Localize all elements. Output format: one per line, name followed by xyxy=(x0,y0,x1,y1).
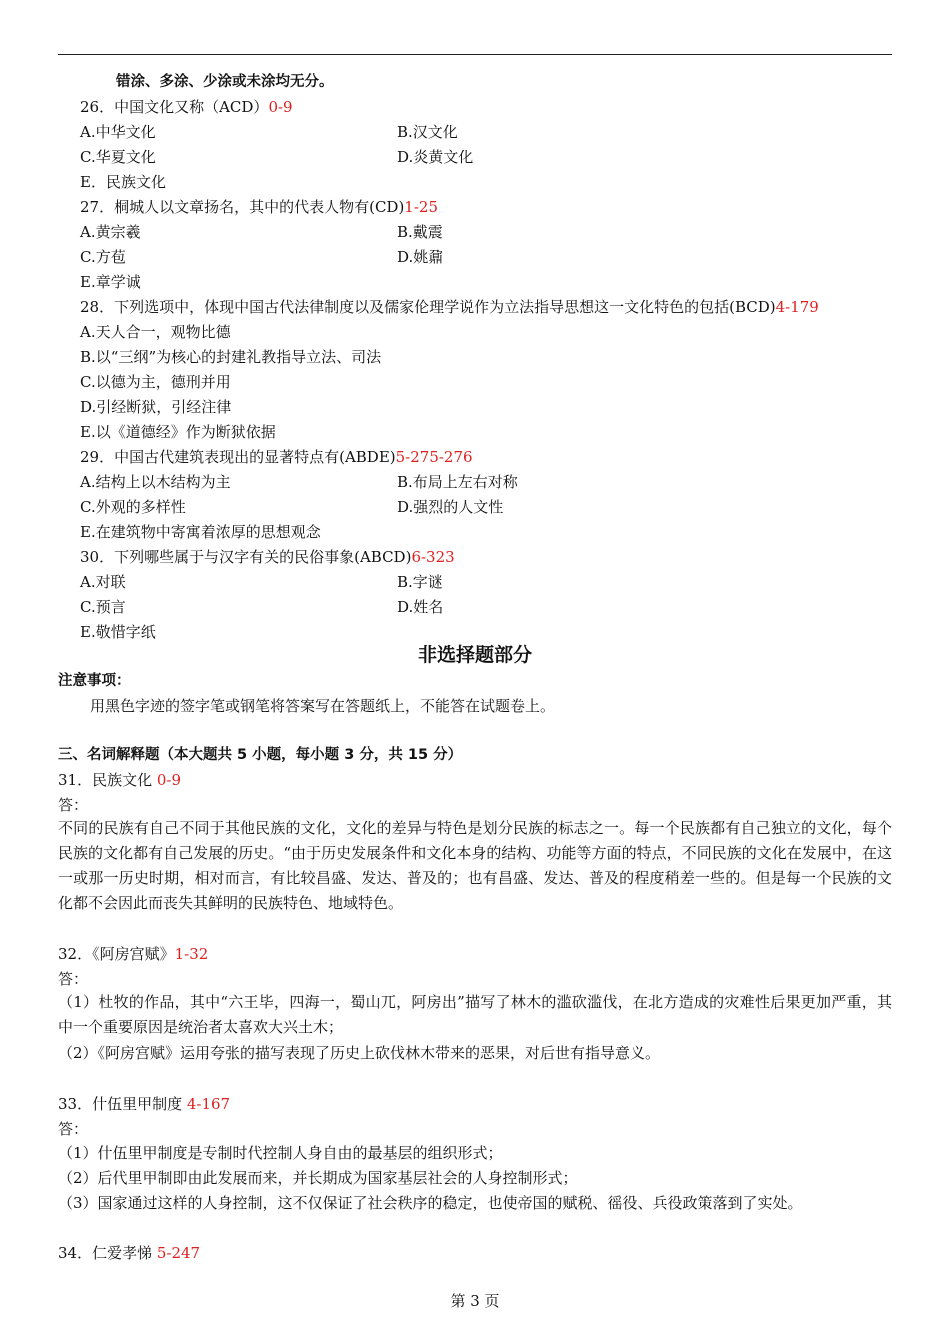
option-d: D.炎黄文化 xyxy=(397,148,474,166)
question-32: 32．《阿房宫赋》1-32 xyxy=(58,945,209,963)
header-rule xyxy=(58,54,892,55)
question-33: 33．什伍里甲制度 4-167 xyxy=(58,1095,231,1113)
option-b: B.以“三纲”为核心的封建礼教指导立法、司法 xyxy=(80,348,382,366)
page-ref: 1-25 xyxy=(404,198,438,216)
answer-label: 答： xyxy=(58,1120,89,1138)
page-ref: 5-275-276 xyxy=(395,448,473,466)
option-a: A.对联 xyxy=(80,573,126,591)
option-b: B.汉文化 xyxy=(397,123,458,141)
answer-label: 答： xyxy=(58,970,89,988)
question-27: 27．桐城人以文章扬名，其中的代表人物有(CD)1-25 xyxy=(80,198,438,216)
option-c: C.方苞 xyxy=(80,248,126,266)
question-34: 34．仁爱孝悌 5-247 xyxy=(58,1244,201,1262)
answer-32-2: （2）《阿房宫赋》运用夸张的描写表现了历史上砍伐林木带来的恶果，对后世有指导意义。 xyxy=(58,1044,661,1062)
option-b: B.字谜 xyxy=(397,573,443,591)
question-26: 26．中国文化又称（ACD）0-9 xyxy=(80,98,293,116)
option-e: E.章学诚 xyxy=(80,273,141,291)
option-e: E．民族文化 xyxy=(80,173,166,191)
answer-33-3: （3）国家通过这样的人身控制，这不仅保证了社会秩序的稳定，也使帝国的赋税、徭役、兵役政策落到了实处。 xyxy=(58,1194,803,1212)
option-d: D.强烈的人文性 xyxy=(397,498,504,516)
option-b: B.戴震 xyxy=(397,223,443,241)
question-28: 28．下列选项中，体现中国古代法律制度以及儒家伦理学说作为立法指导思想这一文化特色的包括(BCD)4-179 xyxy=(80,298,819,316)
section-title: 非选择题部分 xyxy=(417,644,532,666)
page-ref: 1-32 xyxy=(174,945,209,963)
part3-title: 三、名词解释题（本大题共 5 小题，每小题 3 分，共 15 分） xyxy=(58,747,463,763)
notice-bold: 错涂、多涂、少涂或未涂均无分。 xyxy=(116,74,334,90)
page-ref: 4-167 xyxy=(186,1095,231,1113)
question-31: 31．民族文化 0-9 xyxy=(58,771,182,789)
option-c: C.预言 xyxy=(80,598,126,616)
answer-31: 不同的民族有自己不同于其他民族的文化，文化的差异与特色是划分民族的标志之一。每一个民族都有自己独立的文化，每个民族的文化都有自己发展的历史。“由于历史发展条件和文化本身的结构、功能等方面的特点，不同民族的文化在发展中，在这一或那一历史时期，相对而言，有比较昌盛、发达、普及的；也有昌盛、发达、普及的程度稍差一些的。但是每一个民族的文化都不会因此而丧失其鲜明的民族特色、地域特色。 xyxy=(58,819,892,912)
option-c: C.外观的多样性 xyxy=(80,498,186,516)
page-ref: 0-9 xyxy=(268,98,293,116)
question-30: 30．下列哪些属于与汉字有关的民俗事象(ABCD)6-323 xyxy=(80,548,455,566)
option-c: C.以德为主，德刑并用 xyxy=(80,373,231,391)
notes-title: 注意事项： xyxy=(58,673,131,689)
option-d: D.引经断狱，引经注律 xyxy=(80,398,232,416)
option-a: A.黄宗羲 xyxy=(80,223,141,241)
option-c: C.华夏文化 xyxy=(80,148,156,166)
option-e: E.在建筑物中寄寓着浓厚的思想观念 xyxy=(80,523,321,541)
option-e: E.敬惜字纸 xyxy=(80,623,156,641)
page-footer: 第 3 页 xyxy=(450,1292,500,1310)
answer-33-2: （2）后代里甲制即由此发展而来，并长期成为国家基层社会的人身控制形式； xyxy=(58,1169,578,1187)
option-a: A.天人合一，观物比德 xyxy=(80,323,231,341)
notes-text: 用黑色字迹的签字笔或钢笔将答案写在答题纸上，不能答在试题卷上。 xyxy=(90,697,556,715)
page-ref: 4-179 xyxy=(775,298,819,316)
option-b: B.布局上左右对称 xyxy=(397,473,518,491)
answer-33-1: （1）什伍里甲制度是专制时代控制人身自由的最基层的组织形式； xyxy=(58,1144,503,1162)
option-e: E.以《道德经》作为断狱依据 xyxy=(80,423,276,441)
answer-label: 答： xyxy=(58,796,89,814)
option-d: D.姓名 xyxy=(397,598,444,616)
option-a: A.结构上以木结构为主 xyxy=(80,473,231,491)
option-d: D.姚鼐 xyxy=(397,248,444,266)
answer-32-1: （1）杜牧的作品，其中“六王毕，四海一，蜀山兀，阿房出”描写了林木的滥砍滥伐，在北方造成的灾难性后果更加严重，其中一个重要原因是统治者太喜欢大兴土木； xyxy=(58,993,892,1036)
page-ref: 6-323 xyxy=(411,548,455,566)
option-a: A.中华文化 xyxy=(80,123,156,141)
question-29: 29．中国古代建筑表现出的显著特点有(ABDE)5-275-276 xyxy=(80,448,473,466)
page-ref: 0-9 xyxy=(156,771,182,789)
page-ref: 5-247 xyxy=(156,1244,201,1262)
